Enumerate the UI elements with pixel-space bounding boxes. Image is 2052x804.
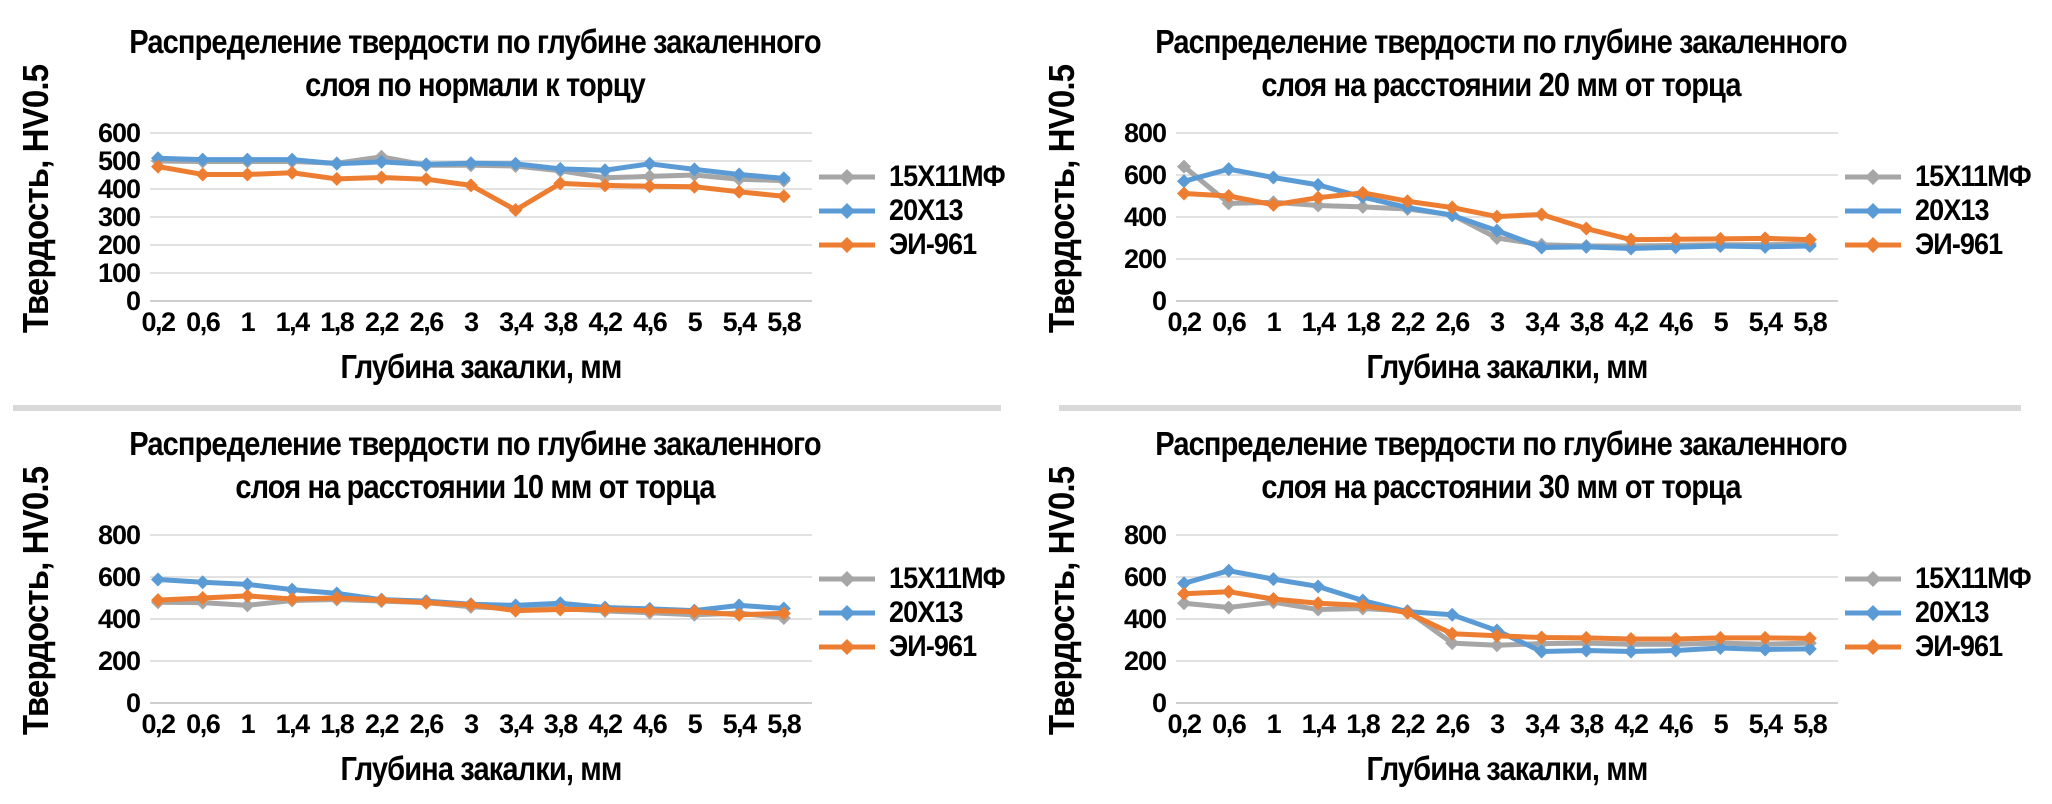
y-tick-label: 200	[97, 230, 140, 260]
legend-diamond-marker-icon	[839, 639, 855, 655]
series-marker-эи-961	[1579, 222, 1593, 236]
series-marker-эи-961	[777, 189, 791, 203]
y-tick-label: 200	[1123, 646, 1166, 676]
x-tick-label: 5,4	[722, 307, 756, 337]
x-tick-label: 3	[464, 307, 478, 337]
x-tick-label: 2,6	[1435, 307, 1469, 337]
series-marker-эи-961	[196, 167, 210, 181]
x-tick-label: 3,8	[543, 709, 577, 739]
y-tick-label: 600	[1123, 160, 1166, 190]
x-axis-title: Глубина закалки, мм	[1366, 750, 1648, 787]
series-marker-20х13	[151, 573, 165, 587]
legend	[818, 561, 1018, 663]
x-tick-label: 0,6	[186, 307, 220, 337]
legend-diamond-marker-icon	[839, 571, 855, 587]
x-tick-label: 5	[687, 307, 702, 337]
x-tick-label: 3,8	[1569, 709, 1603, 739]
series-marker-эи-961	[419, 596, 433, 610]
x-tick-label: 2,6	[409, 709, 443, 739]
legend-line-marker-swatch	[818, 600, 876, 626]
y-tick-label: 0	[125, 688, 140, 718]
legend-line-marker-swatch	[818, 566, 876, 592]
chart-title-line1: Распределение твердости по глубине закаленного	[1155, 23, 1847, 60]
series-marker-эи-961	[330, 172, 344, 186]
legend-line-marker-swatch	[1844, 198, 1902, 224]
series-marker-эи-961	[1490, 210, 1504, 224]
legend-diamond-marker-icon	[839, 605, 855, 621]
x-tick-label: 5,8	[767, 307, 801, 337]
series-marker-эи-961	[285, 166, 299, 180]
legend-label: ЭИ-961	[1915, 629, 2003, 663]
x-tick-label: 4,2	[1614, 307, 1648, 337]
legend	[1844, 561, 2044, 663]
x-tick-label: 1	[1266, 709, 1281, 739]
row-divider-left	[13, 405, 1001, 411]
x-tick-label: 4,2	[588, 307, 622, 337]
chart-normal-to-end-face	[0, 0, 1026, 402]
legend-item-20х13	[1844, 193, 2044, 227]
series-marker-20х13	[1266, 171, 1280, 185]
chart-title-line2: слоя по нормали к торцу	[305, 66, 645, 103]
legend-line-marker-swatch	[1844, 566, 1902, 592]
x-tick-label: 1,8	[320, 307, 354, 337]
series-marker-эи-961	[1222, 585, 1236, 599]
y-tick-label: 800	[1123, 118, 1166, 148]
y-tick-label: 800	[97, 520, 140, 550]
legend-line-marker-swatch	[1844, 634, 1902, 660]
x-axis-title: Глубина закалки, мм	[340, 750, 622, 787]
x-tick-label: 0,6	[1212, 709, 1246, 739]
legend-diamond-marker-icon	[839, 169, 855, 185]
series-marker-20х13	[464, 156, 478, 170]
x-tick-label: 4,6	[1659, 709, 1693, 739]
row-divider-right	[1059, 405, 2021, 411]
x-tick-label: 0,2	[141, 307, 175, 337]
legend-diamond-marker-icon	[1865, 605, 1881, 621]
legend-diamond-marker-icon	[1865, 237, 1881, 253]
y-tick-label: 0	[1151, 286, 1166, 316]
series-marker-20х13	[1177, 174, 1191, 188]
x-tick-label: 5,8	[1793, 307, 1827, 337]
y-axis-title: Твердость, HV0.5	[15, 64, 56, 334]
x-tick-label: 5,4	[722, 709, 756, 739]
series-marker-эи-961	[1177, 186, 1191, 200]
x-tick-label: 4,6	[633, 709, 667, 739]
legend-label: 20Х13	[889, 595, 963, 629]
legend-diamond-marker-icon	[839, 237, 855, 253]
x-tick-label: 0,6	[186, 709, 220, 739]
x-tick-label: 1,8	[1346, 307, 1380, 337]
x-tick-label: 2,2	[1390, 307, 1425, 337]
x-tick-label: 3,4	[1525, 307, 1559, 337]
legend-label: 15Х11МФ	[1915, 561, 2031, 595]
legend-line-marker-swatch	[1844, 232, 1902, 258]
chart-title-line1: Распределение твердости по глубине закаленного	[1155, 425, 1847, 462]
x-tick-label: 1,4	[1301, 307, 1335, 337]
series-marker-эи-961	[375, 593, 389, 607]
series-marker-эи-961	[1311, 191, 1325, 205]
legend-line-marker-swatch	[818, 198, 876, 224]
legend-line-marker-swatch	[1844, 164, 1902, 190]
legend-item-15х11мф	[818, 159, 1018, 193]
x-tick-label: 4,2	[1614, 709, 1648, 739]
x-tick-label: 5,8	[767, 709, 801, 739]
legend-item-эи-961	[818, 629, 1018, 663]
x-tick-label: 1	[1266, 307, 1281, 337]
legend-diamond-marker-icon	[839, 203, 855, 219]
x-tick-label: 4,6	[633, 307, 667, 337]
x-tick-label: 3	[1490, 709, 1504, 739]
x-tick-label: 1,4	[275, 709, 309, 739]
legend-line-marker-swatch	[818, 164, 876, 190]
x-tick-label: 3	[464, 709, 478, 739]
series-marker-эи-961	[419, 172, 433, 186]
x-tick-label: 2,2	[1390, 709, 1425, 739]
legend-item-эи-961	[1844, 227, 2044, 261]
series-marker-20х13	[285, 153, 299, 167]
chart-title-line2: слоя на расстоянии 10 мм от торца	[235, 468, 715, 505]
legend-label: 20Х13	[1915, 193, 1989, 227]
series-marker-15х11мф	[1222, 600, 1236, 614]
y-tick-label: 0	[125, 286, 140, 316]
legend-line-marker-swatch	[818, 232, 876, 258]
x-tick-label: 2,2	[364, 709, 399, 739]
y-tick-label: 500	[97, 146, 140, 176]
series-marker-эи-961	[687, 180, 701, 194]
y-tick-label: 600	[1123, 562, 1166, 592]
y-tick-label: 200	[1123, 244, 1166, 274]
y-tick-label: 200	[97, 646, 140, 676]
y-axis-title: Твердость, HV0.5	[15, 466, 56, 736]
series-marker-20х13	[777, 171, 791, 185]
x-tick-label: 3,8	[1569, 307, 1603, 337]
series-marker-20х13	[643, 157, 657, 171]
x-tick-label: 0,2	[1167, 709, 1201, 739]
legend-label: 15Х11МФ	[889, 561, 1005, 595]
legend-label: 15Х11МФ	[1915, 159, 2031, 193]
legend	[1844, 159, 2044, 261]
legend-item-20х13	[818, 193, 1018, 227]
legend-item-20х13	[1844, 595, 2044, 629]
x-tick-label: 2,2	[364, 307, 399, 337]
series-marker-эи-961	[240, 589, 254, 603]
x-tick-label: 4,2	[588, 709, 622, 739]
x-tick-label: 3	[1490, 307, 1504, 337]
x-tick-label: 0,2	[141, 709, 175, 739]
x-tick-label: 5	[687, 709, 702, 739]
x-tick-label: 3,4	[499, 709, 533, 739]
series-marker-эи-961	[598, 178, 612, 192]
legend-label: 20Х13	[889, 193, 963, 227]
chart-title-line2: слоя на расстоянии 20 мм от торца	[1261, 66, 1741, 103]
x-tick-label: 3,8	[543, 307, 577, 337]
x-tick-label: 1	[240, 307, 255, 337]
legend-label: ЭИ-961	[889, 629, 977, 663]
y-tick-label: 600	[97, 118, 140, 148]
x-tick-label: 0,6	[1212, 307, 1246, 337]
x-tick-label: 4,6	[1659, 307, 1693, 337]
legend-diamond-marker-icon	[1865, 203, 1881, 219]
legend-item-эи-961	[818, 227, 1018, 261]
y-tick-label: 100	[97, 258, 140, 288]
legend-label: 15Х11МФ	[889, 159, 1005, 193]
x-tick-label: 1,8	[1346, 709, 1380, 739]
series-marker-20х13	[330, 157, 344, 171]
series-marker-эи-961	[732, 185, 746, 199]
x-tick-label: 3,4	[1525, 709, 1559, 739]
x-tick-label: 5,4	[1748, 709, 1782, 739]
y-tick-label: 0	[1151, 688, 1166, 718]
legend-label: ЭИ-961	[1915, 227, 2003, 261]
series-marker-20х13	[196, 153, 210, 167]
y-axis-title: Твердость, HV0.5	[1041, 64, 1082, 334]
y-tick-label: 300	[97, 202, 140, 232]
legend-item-15х11мф	[1844, 561, 2044, 595]
series-marker-эи-961	[1177, 587, 1191, 601]
series-marker-20х13	[240, 153, 254, 167]
y-tick-label: 600	[97, 562, 140, 592]
legend	[818, 159, 1018, 261]
y-tick-label: 400	[1123, 202, 1166, 232]
series-marker-20х13	[1579, 240, 1593, 254]
legend-item-15х11мф	[818, 561, 1018, 595]
x-tick-label: 1,8	[320, 709, 354, 739]
x-tick-label: 1	[240, 709, 255, 739]
legend-label: 20Х13	[1915, 595, 1989, 629]
chart-10mm-from-end	[0, 402, 1026, 804]
x-tick-label: 1,4	[1301, 709, 1335, 739]
y-tick-label: 400	[97, 604, 140, 634]
y-tick-label: 800	[1123, 520, 1166, 550]
x-axis-title: Глубина закалки, мм	[1366, 348, 1648, 385]
x-tick-label: 2,6	[1435, 709, 1469, 739]
legend-item-15х11мф	[1844, 159, 2044, 193]
legend-item-эи-961	[1844, 629, 2044, 663]
series-marker-20х13	[419, 157, 433, 171]
series-marker-эи-961	[375, 171, 389, 185]
legend-item-20х13	[818, 595, 1018, 629]
series-marker-20х13	[1311, 178, 1325, 192]
legend-line-marker-swatch	[818, 634, 876, 660]
chart-title-line1: Распределение твердости по глубине закаленного	[129, 23, 821, 60]
x-axis-title: Глубина закалки, мм	[340, 348, 622, 385]
x-tick-label: 5,4	[1748, 307, 1782, 337]
x-tick-label: 3,4	[499, 307, 533, 337]
x-tick-label: 0,2	[1167, 307, 1201, 337]
legend-label: ЭИ-961	[889, 227, 977, 261]
legend-diamond-marker-icon	[1865, 169, 1881, 185]
y-tick-label: 400	[1123, 604, 1166, 634]
series-marker-20х13	[1266, 572, 1280, 586]
chart-title-line1: Распределение твердости по глубине закаленного	[129, 425, 821, 462]
y-axis-title: Твердость, HV0.5	[1041, 466, 1082, 736]
x-tick-label: 5	[1713, 709, 1728, 739]
series-marker-эи-961	[643, 179, 657, 193]
x-tick-label: 2,6	[409, 307, 443, 337]
chart-title-line2: слоя на расстоянии 30 мм от торца	[1261, 468, 1741, 505]
series-marker-эи-961	[240, 167, 254, 181]
series-marker-эи-961	[151, 593, 165, 607]
legend-diamond-marker-icon	[1865, 571, 1881, 587]
x-tick-label: 5	[1713, 307, 1728, 337]
series-marker-эи-961	[285, 592, 299, 606]
x-tick-label: 1,4	[275, 307, 309, 337]
series-marker-эи-961	[643, 604, 657, 618]
series-marker-20х13	[1222, 162, 1236, 176]
legend-line-marker-swatch	[1844, 600, 1902, 626]
chart-20mm-from-end	[1026, 0, 2052, 402]
x-tick-label: 5,8	[1793, 709, 1827, 739]
series-marker-20х13	[1222, 564, 1236, 578]
series-marker-20х13	[1311, 579, 1325, 593]
y-tick-label: 400	[97, 174, 140, 204]
series-marker-эи-961	[1535, 207, 1549, 221]
chart-30mm-from-end	[1026, 402, 2052, 804]
series-marker-эи-961	[464, 598, 478, 612]
legend-diamond-marker-icon	[1865, 639, 1881, 655]
